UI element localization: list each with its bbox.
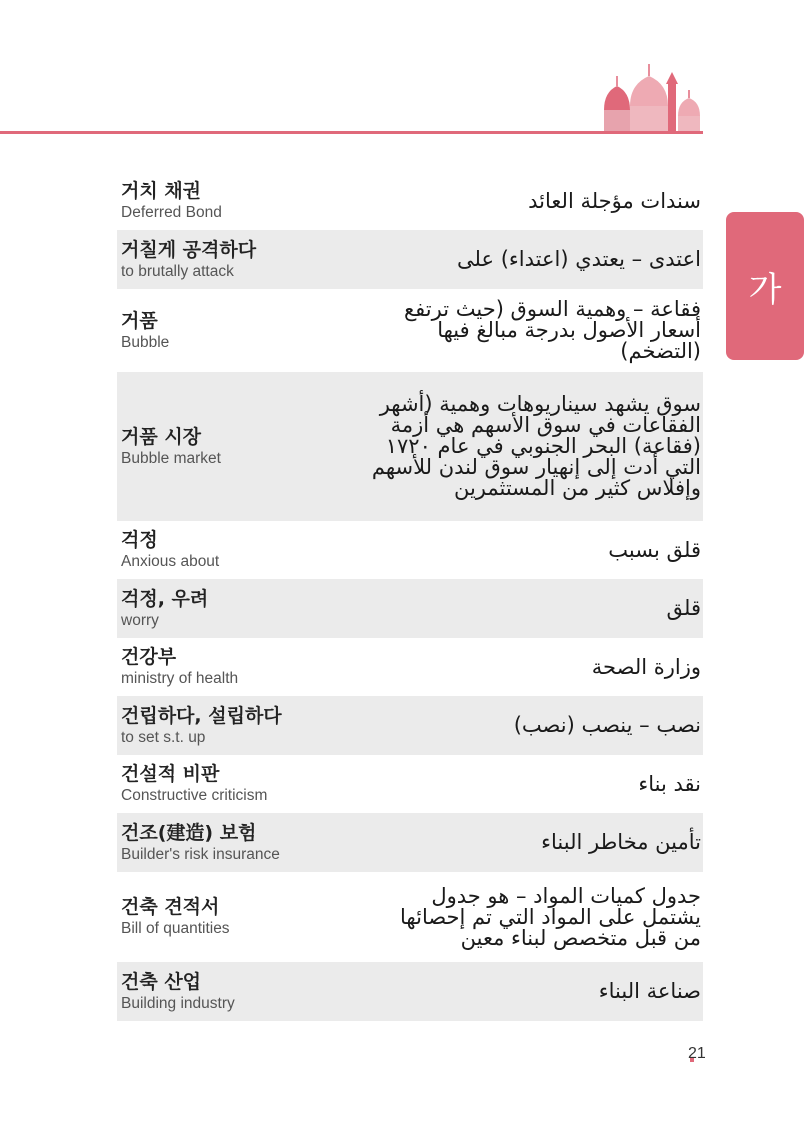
glossary-entry	[117, 172, 703, 230]
arabic-term: قلق	[666, 596, 701, 620]
glossary-entry	[117, 289, 703, 372]
arabic-term: سوق يشهد سيناريوهات وهمية (أشهر الفقاعات في سوق الأسهم هي أزمة (فقاعة) البحر الجنوبي في عام ١٧٢٠ التي أدت إلى إنهيار سوق لندن للأسهم وإفلاس كثير من المستثمرين	[371, 392, 701, 500]
korean-term: 건조(建造) 보험	[121, 821, 257, 844]
glossary-entry	[117, 962, 703, 1021]
english-term: Bubble	[121, 333, 170, 351]
english-term: Bubble market	[121, 449, 221, 467]
korean-term: 거칠게 공격하다	[121, 238, 257, 261]
arabic-term: تأمين مخاطر البناء	[541, 830, 701, 854]
chapter-tab-label: 가	[748, 269, 782, 310]
arabic-term: نصب – ينصب (نصب)	[513, 713, 701, 737]
korean-term: 거품	[121, 309, 158, 332]
chapter-tab	[726, 212, 804, 360]
page-number: 21	[688, 1045, 706, 1062]
glossary-entry	[117, 521, 703, 579]
glossary-entry	[117, 579, 703, 638]
header-rule	[0, 131, 703, 134]
glossary-entry	[117, 696, 703, 755]
glossary-entry	[117, 230, 703, 289]
arabic-term: اعتدى – يعتدي (اعتداء) على	[457, 247, 701, 271]
english-term: Anxious about	[121, 553, 220, 570]
mosque-illustration	[600, 62, 704, 134]
english-term: Constructive criticism	[121, 787, 268, 804]
glossary-entry	[117, 813, 703, 872]
korean-term: 거품 시장	[121, 425, 202, 448]
arabic-term: قلق بسبب	[608, 537, 701, 562]
arabic-term: نقد بناء	[638, 771, 701, 796]
glossary-entry	[117, 755, 703, 813]
english-term: Deferred Bond	[121, 204, 222, 221]
korean-term: 건립하다, 설립하다	[121, 704, 282, 727]
arabic-term: فقاعة – وهمية السوق (حيث ترتفع أسعار الأصول بدرجة مبالغ فيها (التضخم)	[404, 297, 701, 363]
korean-term: 거치 채권	[121, 180, 202, 202]
english-term: to set s.t. up	[121, 728, 206, 746]
korean-term: 건축 산업	[121, 970, 202, 993]
arabic-term: جدول كميات المواد – هو جدول يشتمل على المواد التي تم إحصائها من قبل متخصص لبناء معين	[400, 883, 701, 950]
glossary-entry	[117, 372, 703, 521]
english-term: Builder's risk insurance	[121, 845, 280, 863]
glossary-list	[117, 172, 703, 1021]
glossary-entry	[117, 872, 703, 962]
english-term: Building industry	[121, 994, 235, 1012]
arabic-term: صناعة البناء	[598, 979, 701, 1003]
korean-term: 건강부	[121, 646, 177, 668]
english-term: Bill of quantities	[121, 920, 230, 937]
arabic-term: سندات مؤجلة العائد	[528, 188, 701, 213]
english-term: ministry of health	[121, 670, 239, 687]
korean-term: 건축 견적서	[121, 896, 220, 918]
korean-term: 건설적 비판	[121, 763, 220, 785]
arabic-term: وزارة الصحة	[591, 654, 701, 679]
english-term: worry	[121, 611, 159, 629]
english-term: to brutally attack	[121, 262, 234, 280]
korean-term: 걱정	[121, 529, 158, 551]
glossary-entry	[117, 638, 703, 696]
korean-term: 걱정, 우려	[121, 587, 209, 610]
